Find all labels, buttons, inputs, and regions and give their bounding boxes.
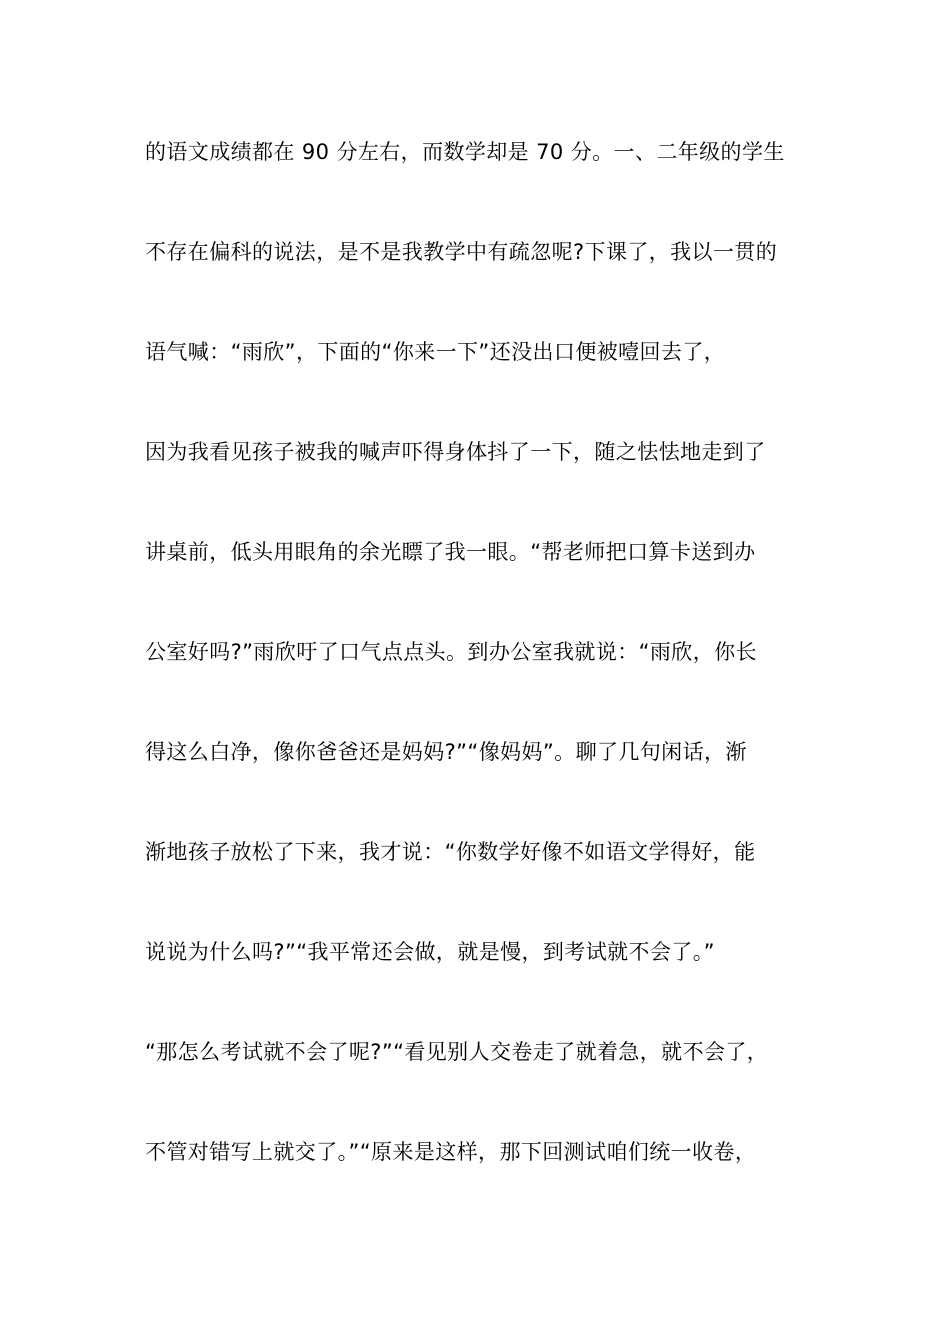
text-line-6: 公室好吗?”雨欣吁了口气点点头。到办公室我就说：“雨欣，你长 bbox=[145, 640, 757, 664]
text-line-1: 的语文成绩都在 90 分左右，而数学却是 70 分。一、二年级的学生 bbox=[145, 140, 785, 164]
text-line-8: 渐地孩子放松了下来，我才说：“你数学好像不如语文学得好，能 bbox=[145, 840, 756, 864]
text-line-4: 因为我看见孩子被我的喊声吓得身体抖了一下，随之怯怯地走到了 bbox=[145, 440, 766, 464]
text-line-3: 语气喊：“雨欣”，下面的“你来一下”还没出口便被噎回去了， bbox=[145, 340, 726, 364]
text-line-11: 不管对错写上就交了。”“原来是这样，那下回测试咱们统一收卷， bbox=[145, 1140, 757, 1164]
body-text bbox=[145, 132, 825, 1232]
text-line-9: 说说为什么吗?”“我平常还会做，就是慢，到考试就不会了。” bbox=[145, 940, 715, 964]
text-line-2: 不存在偏科的说法，是不是我教学中有疏忽呢?下课了，我以一贯的 bbox=[145, 240, 778, 264]
text-line-10: “那怎么考试就不会了呢?”“看见别人交卷走了就着急，就不会了， bbox=[145, 1040, 769, 1064]
text-line-7: 得这么白净，像你爸爸还是妈妈?”“像妈妈”。聊了几句闲话，渐 bbox=[145, 740, 747, 764]
text-line-5: 讲桌前，低头用眼角的余光瞟了我一眼。“帮老师把口算卡送到办 bbox=[145, 540, 756, 564]
